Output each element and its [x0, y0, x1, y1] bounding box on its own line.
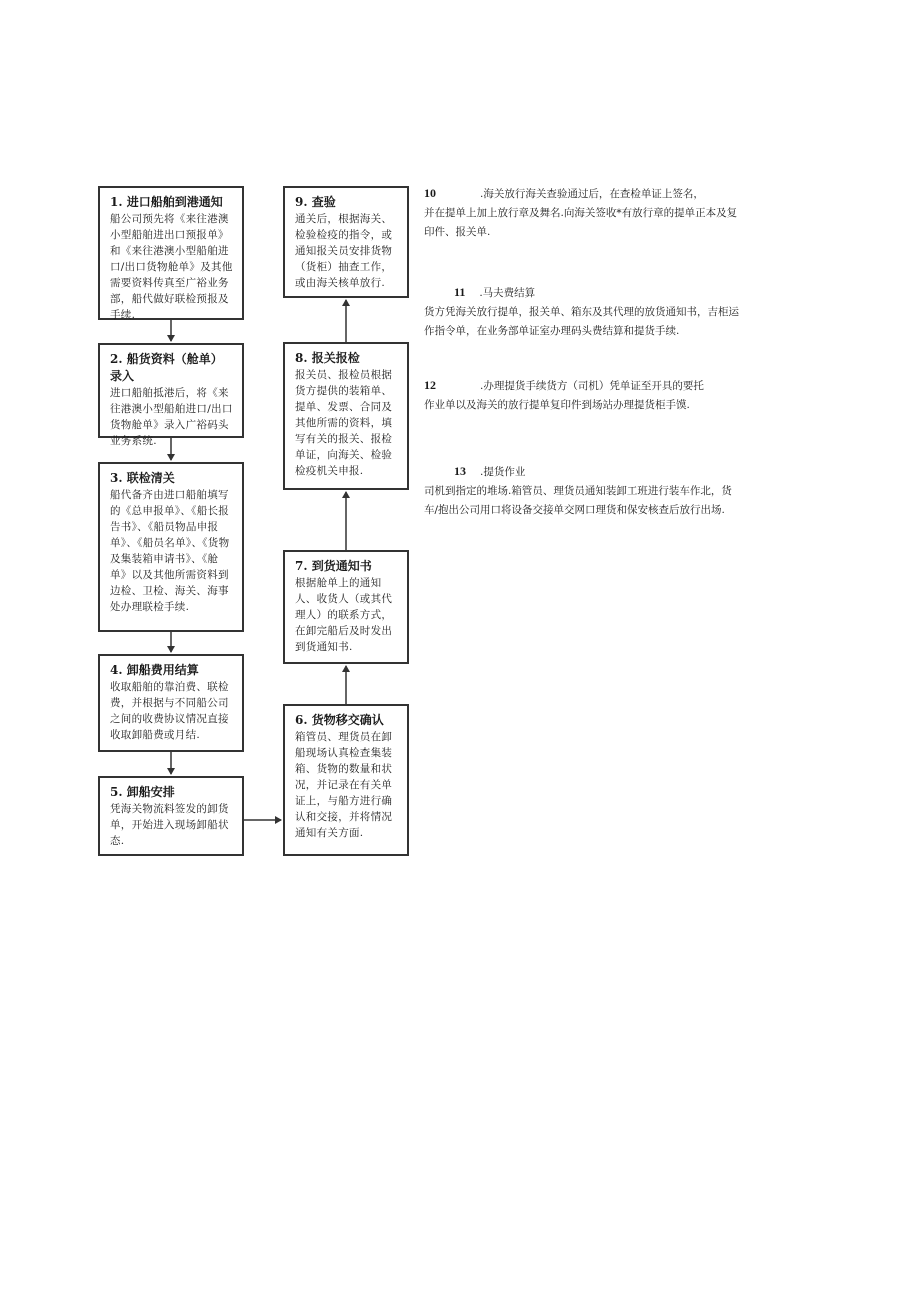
- step-3-title: 3. 联检清关: [110, 471, 175, 485]
- step-5-box: [98, 776, 244, 856]
- note-11-head: [424, 283, 740, 303]
- step-8-body: 报关员、报检员根据货方提供的装箱单、提单、发票、合同及其他所需的资料，填写有关的报关、报检单证，向海关、检验检疫机关申报.: [295, 369, 393, 477]
- note-11: [424, 283, 740, 341]
- note-10-head: [424, 184, 740, 204]
- note-13-text: 司机到指定的堆场.箱管员、理货员通知装卸工班进行装车作北，货车/抱出公司用口将设备交接单交网口理货和保安核查后放行出场.: [424, 485, 732, 516]
- note-13-head: [424, 462, 740, 482]
- step-3-body: 船代备齐由进口船舶填写的《总申报单》、《船长报告书》、《船员物品申报单》、《船员名单》、《货物及集装箱申请书》、《舱单》以及其他所需资料到边检、卫检、海关、海事处办理联检手续.: [110, 489, 230, 613]
- note-10-title: .海关放行海关查验通过后，在查检单证上签名，: [480, 188, 704, 200]
- step-6-box: [283, 704, 409, 856]
- step-3-box: [98, 462, 244, 632]
- step-4-body: 收取船舶的靠泊费、联检费，并根据与不同船公司之间的收费协议情况直接收取卸船费或月结.: [110, 681, 229, 741]
- note-12-head: [424, 376, 740, 396]
- note-13-title: .提货作业: [480, 466, 526, 478]
- note-10-text: 并在提单上加上放行章及舞名.向海关签收*有放行章的提单正本及复印件、报关单.: [424, 207, 738, 238]
- note-12-number: 12: [424, 378, 436, 392]
- step-2-box: [98, 343, 244, 447]
- step-8-title: 8. 报关报检: [295, 351, 360, 365]
- step-7-title: 7. 到货通知书: [295, 559, 372, 573]
- note-13-number: 13: [454, 464, 466, 478]
- step-4-box: [98, 654, 244, 752]
- note-11-number: 11: [454, 285, 466, 299]
- step-4-title: 4. 卸船费用结算: [110, 663, 199, 677]
- step-7-body: 根据舱单上的通知人、收货人（或其代理人）的联系方式，在卸完船后及时发出到货通知书.: [295, 577, 393, 653]
- step-9-body: 通关后，根据海关、检验检疫的指令，或通知报关员安排货物（货柜）抽查工作，或由海关核单放行.: [295, 213, 393, 289]
- step-5-title: 5. 卸船安排: [110, 785, 175, 799]
- step-2-title: 2. 船货资料（舱单）录入: [110, 352, 223, 383]
- step-1-box: [98, 186, 244, 320]
- step-7-box: [283, 550, 409, 664]
- step-1-body: 船公司预先将《来往港澳小型船舶进出口预报单》和《来往港澳小型船舶进口/出口货物舱单》及其他需要资料传真至广裕业务部，船代做好联检预报及手续.: [110, 213, 233, 321]
- note-12-title: .办理提货手续货方（司机）凭单证至开具的要托: [480, 380, 704, 392]
- note-11-title: .马夫费结算: [479, 287, 536, 299]
- step-9-box: [283, 186, 409, 298]
- note-10-number: 10: [424, 186, 436, 200]
- note-12-text: 作业单以及海关的放行提单复印件到场站办理提货柜手馍.: [424, 399, 690, 411]
- note-10: [424, 184, 740, 242]
- step-9-title: 9. 查验: [295, 195, 336, 209]
- step-5-body: 凭海关物流料签发的卸货单，开始进入现场卸船状态.: [110, 803, 229, 847]
- step-2-body: 进口船舶抵港后，将《来往港澳小型船舶进口/出口货物舱单》录入广裕码头业务系统.: [110, 387, 233, 447]
- step-8-box: [283, 342, 409, 490]
- step-1-title: 1. 进口船舶到港通知: [110, 195, 223, 209]
- step-6-body: 箱管员、理货员在卸船现场认真检查集装箱、货物的数量和状况，并记录在有关单证上，与船方进行确认和交接，并将情况通知有关方面.: [295, 731, 393, 839]
- step-6-title: 6. 货物移交确认: [295, 713, 384, 727]
- note-12: [424, 376, 740, 415]
- note-13: [424, 462, 740, 520]
- note-11-text: 货方凭海关放行提单，报关单、箱东及其代理的放货通知书，吉柜运作指令单，在业务部单证室办理码头费结算和提货手续.: [424, 306, 739, 337]
